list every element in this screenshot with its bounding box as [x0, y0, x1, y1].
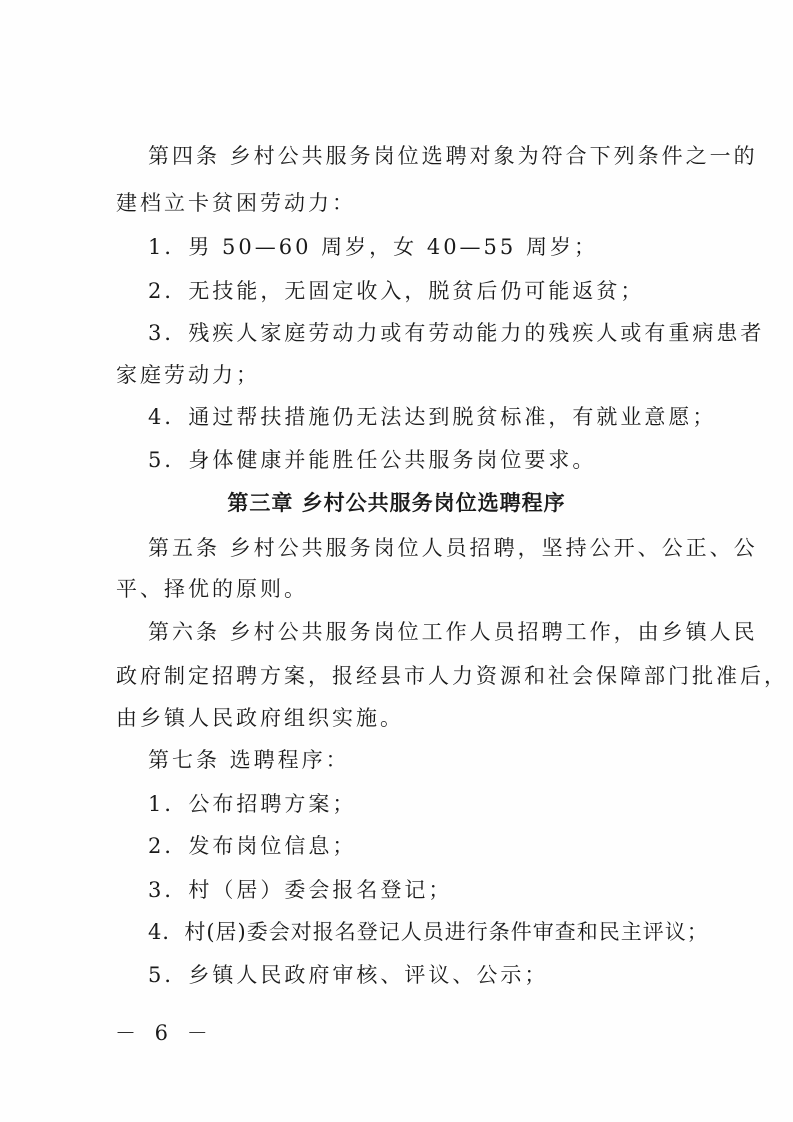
article-4-line-2: 建档立卡贫困劳动力：	[116, 191, 356, 215]
article-7-item-1: 1．公布招聘方案；	[148, 792, 357, 816]
article-4-line-1: 第四条 乡村公共服务岗位选聘对象为符合下列条件之一的	[148, 144, 758, 168]
article-4-item-1: 1．男 50—60 周岁，女 40—55 周岁；	[148, 235, 598, 259]
page-number: － 6 －	[115, 1021, 214, 1045]
article-4-item-2: 2．无技能，无固定收入，脱贫后仍可能返贫；	[148, 279, 645, 303]
article-7-line-1: 第七条 选聘程序：	[148, 748, 350, 772]
article-7-item-5: 5．乡镇人民政府审核、评议、公示；	[148, 963, 549, 987]
article-5-line-1: 第五条 乡村公共服务岗位人员招聘，坚持公开、公正、公	[148, 536, 758, 560]
article-7-item-4: 4．村(居)委会对报名登记人员进行条件审查和民主评议；	[148, 920, 709, 944]
chapter-heading: 第三章 乡村公共服务岗位选聘程序	[227, 491, 566, 515]
article-4-item-3-line-2: 家庭劳动力；	[116, 363, 260, 387]
article-6-line-1: 第六条 乡村公共服务岗位工作人员招聘工作，由乡镇人民	[148, 620, 758, 644]
article-4-item-5: 5．身体健康并能胜任公共服务岗位要求。	[148, 448, 597, 472]
article-6-line-2: 政府制定招聘方案，报经县市人力资源和社会保障部门批准后，	[116, 664, 788, 688]
article-4-item-3-line-1: 3．残疾人家庭劳动力或有劳动能力的残疾人或有重病患者	[148, 321, 765, 345]
article-5-line-2: 平、择优的原则。	[116, 577, 308, 601]
article-4-item-4: 4．通过帮扶措施仍无法达到脱贫标准，有就业意愿；	[148, 405, 717, 429]
article-7-item-3: 3．村（居）委会报名登记；	[148, 878, 453, 902]
article-7-item-2: 2．发布岗位信息；	[148, 834, 357, 858]
article-6-line-3: 由乡镇人民政府组织实施。	[116, 706, 404, 730]
